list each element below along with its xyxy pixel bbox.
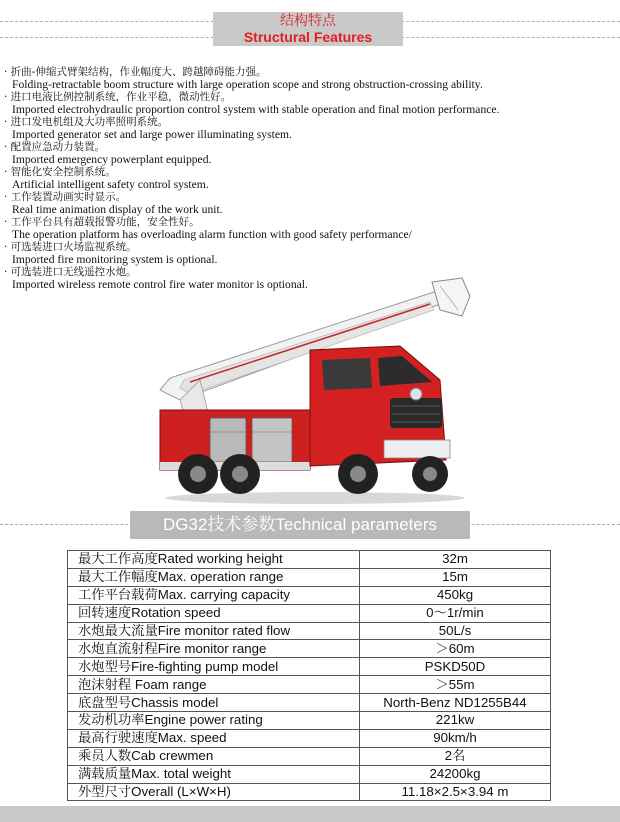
spec-value: 24200kg — [360, 765, 551, 783]
table-row — [68, 747, 551, 765]
feature-item — [4, 241, 616, 266]
feature-item — [4, 116, 616, 141]
feature-en: Imported wireless remote control fire water monitor is optional. — [12, 277, 308, 291]
feature-cn: · 进口发电机组及大功率照明系统。 — [4, 116, 169, 128]
feature-en: Imported fire monitoring system is optional. — [12, 252, 218, 266]
feature-cn: · 配置应急动力装置。 — [4, 141, 106, 153]
feature-item — [4, 66, 616, 91]
spec-value: 50L/s — [360, 622, 551, 640]
feature-cn: · 可选装进口无线遥控水炮。 — [4, 266, 137, 278]
feature-cn: · 工作装置动画实时显示。 — [4, 191, 127, 203]
spec-label: 水炮型号Fire-fighting pump model — [68, 658, 360, 676]
feature-item — [4, 216, 616, 241]
spec-value: PSKD50D — [360, 658, 551, 676]
features-list — [4, 66, 616, 291]
spec-value: 0～1r/min — [360, 604, 551, 622]
feature-en: The operation platform has overloading alarm function with good safety performance/ — [12, 227, 412, 241]
feature-en: Real time animation display of the work unit. — [12, 202, 223, 216]
feature-cn: · 智能化安全控制系统。 — [4, 166, 116, 178]
feature-en: Artificial intelligent safety control system. — [12, 177, 209, 191]
table-row — [68, 568, 551, 586]
section-header — [0, 10, 620, 48]
spec-label: 乘员人数Cab crewmen — [68, 747, 360, 765]
spec-label: 最高行驶速度Max. speed — [68, 729, 360, 747]
table-row — [68, 640, 551, 658]
spec-label: 发动机功率Engine power rating — [68, 712, 360, 730]
feature-item — [4, 91, 616, 116]
spec-value: ＞55m — [360, 676, 551, 694]
feature-item — [4, 166, 616, 191]
spec-value: 90km/h — [360, 729, 551, 747]
spec-label: 水炮直流射程Fire monitor range — [68, 640, 360, 658]
feature-en: Imported electrohydraulic proportion control system with stable operation and final motion performance. — [12, 102, 500, 116]
table-row — [68, 729, 551, 747]
spec-value: ＞60m — [360, 640, 551, 658]
parameters-title: DG32技术参数Technical parameters — [130, 511, 470, 539]
table-row — [68, 658, 551, 676]
table-row — [68, 586, 551, 604]
spec-value: 221kw — [360, 712, 551, 730]
spec-value: North-Benz ND1255B44 — [360, 694, 551, 712]
table-row — [68, 783, 551, 801]
table-row — [68, 694, 551, 712]
spec-value: 11.18×2.5×3.94 m — [360, 783, 551, 801]
feature-en: Imported emergency powerplant equipped. — [12, 152, 212, 166]
feature-cn: · 进口电液比例控制系统，作业平稳，微动性好。 — [4, 91, 232, 103]
spec-value: 2名 — [360, 747, 551, 765]
fire-truck-illustration — [140, 270, 480, 510]
feature-cn: · 工作平台具有超载报警功能，安全性好。 — [4, 216, 200, 228]
spec-value: 15m — [360, 568, 551, 586]
spec-label: 满载质量Max. total weight — [68, 765, 360, 783]
header-title-box — [213, 12, 403, 46]
feature-en: Imported generator set and large power illuminating system. — [12, 127, 292, 141]
spec-value: 450kg — [360, 586, 551, 604]
table-row — [68, 622, 551, 640]
spec-label: 工作平台载荷Max. carrying capacity — [68, 586, 360, 604]
feature-cn: · 折曲-伸缩式臂架结构，作业幅度大、跨越障碍能力强。 — [4, 66, 267, 78]
spec-label: 最大工作高度Rated working height — [68, 551, 360, 569]
spec-label: 最大工作幅度Max. operation range — [68, 568, 360, 586]
specs-table — [67, 550, 551, 801]
spec-label: 水炮最大流量Fire monitor rated flow — [68, 622, 360, 640]
table-row — [68, 712, 551, 730]
feature-en: Folding-retractable boom structure with large operation scope and strong obstruction-crossing ability. — [12, 77, 483, 91]
spec-label: 外型尺寸Overall (L×W×H) — [68, 783, 360, 801]
spec-label: 底盘型号Chassis model — [68, 694, 360, 712]
spec-label: 回转速度Rotation speed — [68, 604, 360, 622]
feature-item — [4, 191, 616, 216]
footer-band — [0, 806, 620, 822]
header-title-en: Structural Features — [243, 29, 373, 45]
table-row — [68, 676, 551, 694]
spec-label: 泡沫射程 Foam range — [68, 676, 360, 694]
feature-cn: · 可选装进口火场监视系统。 — [4, 241, 137, 253]
table-row — [68, 765, 551, 783]
table-row — [68, 551, 551, 569]
parameters-header — [0, 511, 620, 539]
header-title-cn: 结构特点 — [280, 13, 336, 29]
table-row — [68, 604, 551, 622]
spec-value: 32m — [360, 551, 551, 569]
feature-item — [4, 141, 616, 166]
